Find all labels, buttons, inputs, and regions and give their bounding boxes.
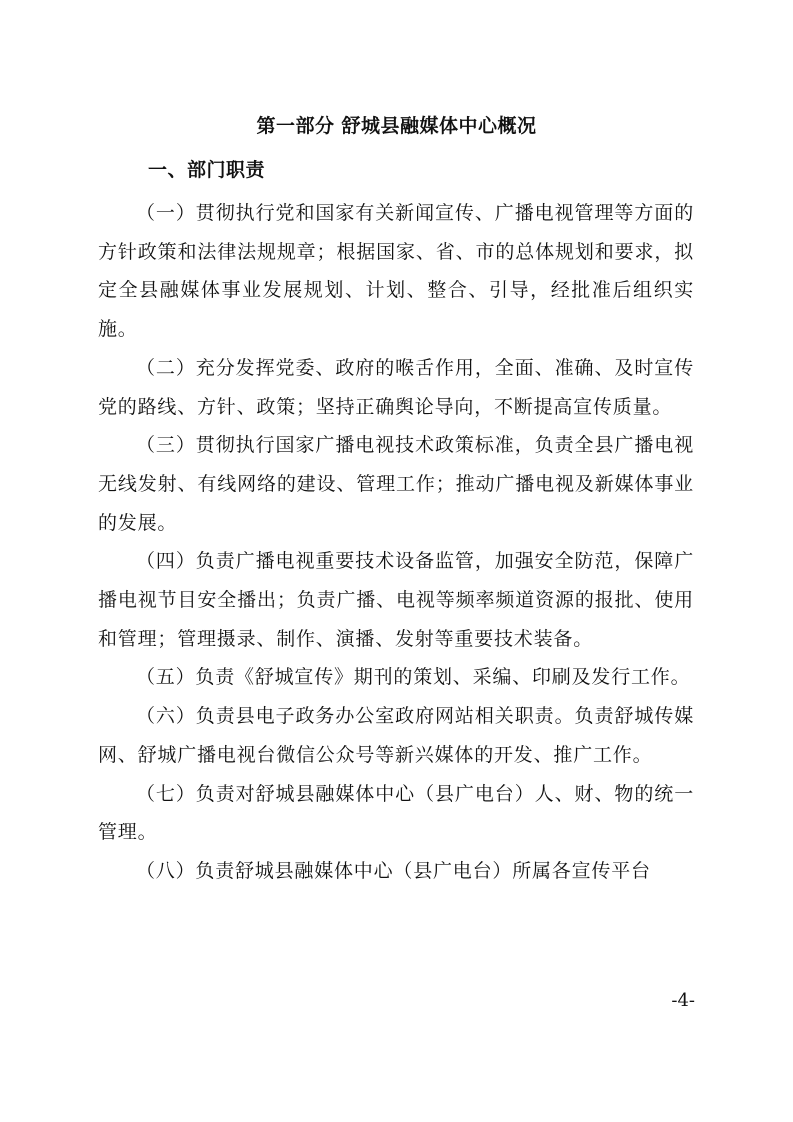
document-body [98,194,694,891]
duty-paragraph-3: （三）贯彻执行国家广播电视技术政策标准，负责全县广播电视无线发射、有线网络的建设、管理工作；推动广播电视及新媒体事业的发展。 [98,434,694,534]
document-title: 第一部分 舒城县融媒体中心概况 [256,115,537,137]
page-number: -4- [671,990,695,1011]
duty-paragraph-8: （八）负责舒城县融媒体中心（县广电台）所属各宣传平台 [136,859,651,882]
duty-paragraph-5: （五）负责《舒城宣传》期刊的策划、采编、印刷及发行工作。 [136,666,691,689]
duty-paragraph-1: （一）贯彻执行党和国家有关新闻宣传、广播电视管理等方面的方针政策和法律法规规章；根据国家、省、市的总体规划和要求，拟定全县融媒体事业发展规划、计划、整合、引导，经批准后组织实施。 [98,202,694,341]
section-heading: 一、部门职责 [148,159,266,181]
duty-paragraph-2: （二）充分发挥党委、政府的喉舌作用，全面、准确、及时宣传党的路线、方针、政策；坚持正确舆论导向，不断提高宣传质量。 [98,356,694,418]
duty-paragraph-7: （七）负责对舒城县融媒体中心（县广电台）人、财、物的统一管理。 [98,782,694,844]
duty-paragraph-6: （六）负责县电子政务办公室政府网站相关职责。负责舒城传媒网、舒城广播电视台微信公众号等新兴媒体的开发、推广工作。 [98,705,694,766]
duty-paragraph-4: （四）负责广播电视重要技术设备监管，加强安全防范，保障广播电视节目安全播出；负责广播、电视等频率频道资源的报批、使用和管理；管理摄录、制作、演播、发射等重要技术装备。 [98,550,694,650]
